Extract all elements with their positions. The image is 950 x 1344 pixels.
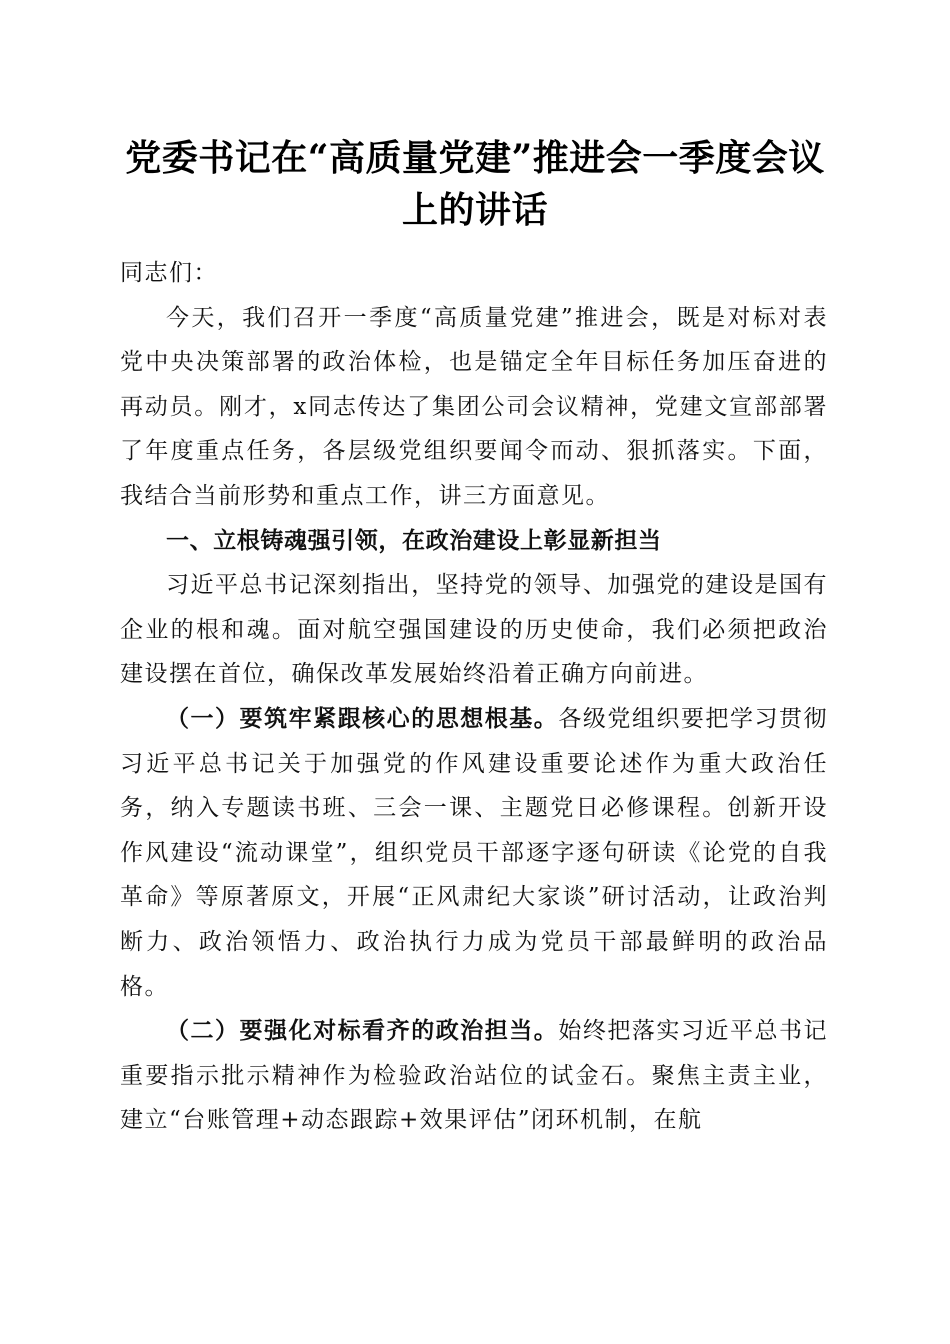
salutation: 同志们： <box>120 260 218 286</box>
intro-paragraph: 今天，我们召开一季度“高质量党建”推进会，既是对标对表党中央决策部署的政治体检，也是锚定全年目标任务加压奋进的再动员。刚才，x同志传达了集团公司会议精神，党建文宣部部署了年度重点任务，各层级党组织要闻令而动、狠抓落实。下面，我结合当前形势和重点工作，讲三方面意见。 <box>120 304 828 509</box>
document-title <box>110 132 840 236</box>
document-body <box>120 251 828 1143</box>
section-1-paragraph: 习近平总书记深刻指出，坚持党的领导、加强党的建设是国有企业的根和魂。面对航空强国建设的历史使命，我们必须把政治建设摆在首位，确保改革发展始终沿着正确方向前进。 <box>120 572 828 688</box>
item-1-body: 各级党组织要把学习贯彻习近平总书记关于加强党的作风建设重要论述作为重大政治任务，纳入专题读书班、三会一课、主题党日必修课程。创新开设作风建设“流动课堂”，组织党员干部逐字逐句研读《论党的自我革命》等原著原文，开展“正风肃纪大家谈”研讨活动，让政治判断力、政治领悟力、政治执行力成为党员干部最鲜明的政治品格。 <box>120 705 829 1000</box>
item-1-paragraph <box>120 697 828 1009</box>
item-2-lead: （二）要强化对标看齐的政治担当。 <box>166 1017 559 1045</box>
item-2-paragraph <box>120 1009 828 1143</box>
title-line-1: 党委书记在“高质量党建”推进会一季度会议 <box>125 137 825 179</box>
title-line-2: 上的讲话 <box>401 189 548 231</box>
item-2-body: 始终把落实习近平总书记重要指示批示精神作为检验政治站位的试金石。聚焦主责主业，建立“台账管理+动态跟踪+效果评估”闭环机制，在航 <box>120 1018 829 1134</box>
section-heading-1: 一、立根铸魂强引领，在政治建设上彰显新担当 <box>166 527 662 554</box>
item-1-lead: （一）要筑牢紧跟核心的思想根基。 <box>166 704 559 732</box>
